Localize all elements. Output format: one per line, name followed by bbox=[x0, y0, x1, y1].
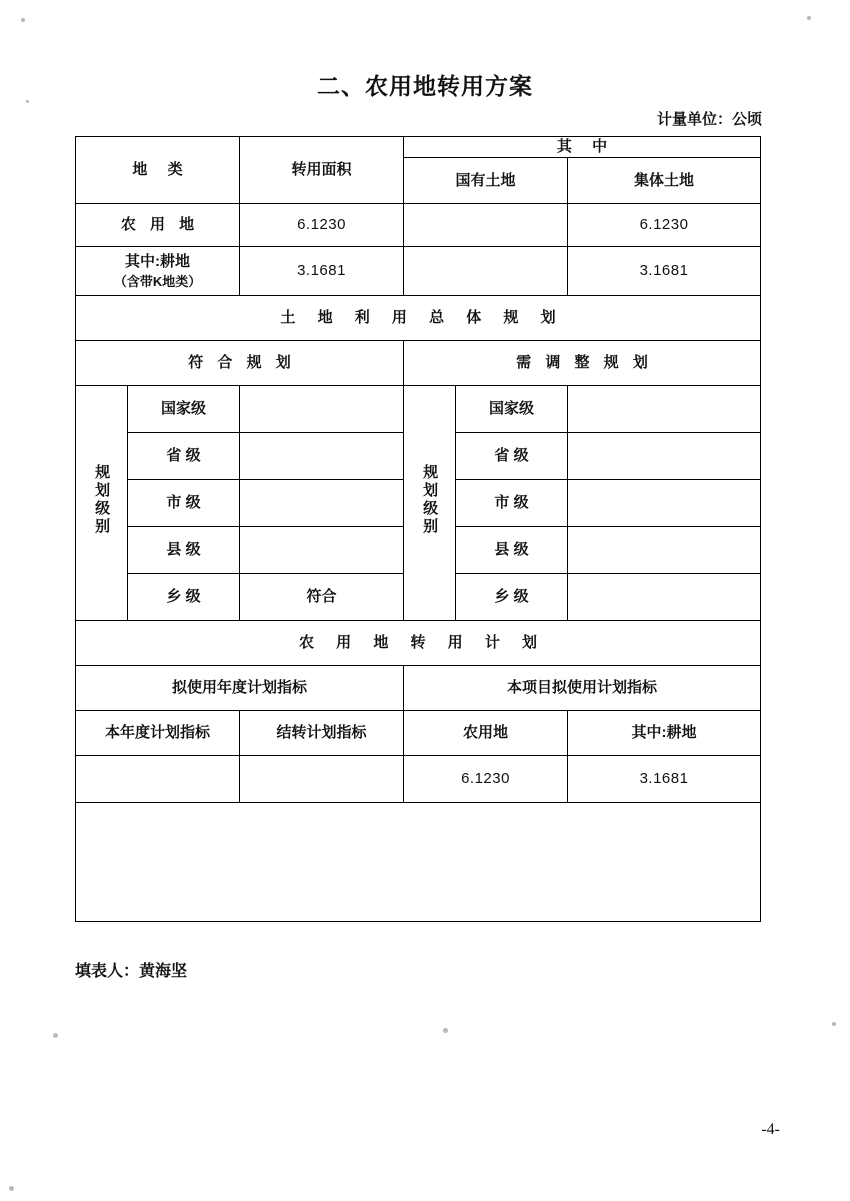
plan-level-township-left: 乡 级 bbox=[128, 574, 240, 621]
plan-level-province-left: 省 级 bbox=[128, 433, 240, 480]
label-plan-level-left-text: 规划级别 bbox=[93, 464, 111, 537]
notes-blank-cell bbox=[76, 803, 761, 922]
plan-level-county-left: 县 级 bbox=[128, 527, 240, 574]
page-title: 二、农用地转用方案 bbox=[317, 73, 533, 99]
band-conversion-plan: 农 用 地 转 用 计 划 bbox=[76, 621, 761, 666]
label-plan-level-left bbox=[76, 386, 128, 621]
quota-subheader-row bbox=[76, 711, 761, 756]
header-current-year-quota: 本年度计划指标 bbox=[76, 711, 240, 756]
scan-speck bbox=[9, 1186, 14, 1191]
header-land-type: 地 类 bbox=[76, 137, 240, 204]
header-quota-agricultural-land: 农用地 bbox=[404, 711, 568, 756]
value-adjust-township bbox=[568, 574, 761, 621]
plan-level-province-right: 省 级 bbox=[456, 433, 568, 480]
table-row bbox=[76, 247, 761, 296]
label-plan-level-right bbox=[404, 386, 456, 621]
plan-level-national-left: 国家级 bbox=[128, 386, 240, 433]
scan-speck bbox=[832, 1022, 836, 1026]
scan-speck bbox=[53, 1033, 58, 1038]
agricultural-land-conversion-table bbox=[75, 136, 761, 922]
value-conforms-city bbox=[240, 480, 404, 527]
cell-agricultural-land-collective: 6.1230 bbox=[568, 204, 761, 247]
scan-speck bbox=[807, 16, 811, 20]
section-band-row bbox=[76, 296, 761, 341]
value-conforms-national bbox=[240, 386, 404, 433]
cell-agricultural-land-area: 6.1230 bbox=[240, 204, 404, 247]
header-quota-farmland: 其中:耕地 bbox=[568, 711, 761, 756]
header-converted-area: 转用面积 bbox=[240, 137, 404, 204]
measurement-unit-note: 计量单位：公顷 bbox=[656, 111, 762, 128]
value-quota-farmland: 3.1681 bbox=[568, 756, 761, 803]
quota-value-row bbox=[76, 756, 761, 803]
page-number: -4- bbox=[761, 1121, 780, 1138]
label-plan-level-right-text: 规划级别 bbox=[421, 464, 439, 537]
plan-level-city-left: 市 级 bbox=[128, 480, 240, 527]
band-overall-land-use-plan: 土 地 利 用 总 体 规 划 bbox=[76, 296, 761, 341]
value-conforms-township: 符合 bbox=[240, 574, 404, 621]
plan-level-city-right: 市 级 bbox=[456, 480, 568, 527]
header-carryover-quota: 结转计划指标 bbox=[240, 711, 404, 756]
header-needs-plan-adjustment: 需 调 整 规 划 bbox=[404, 341, 761, 386]
value-conforms-province bbox=[240, 433, 404, 480]
cell-farmland-collective: 3.1681 bbox=[568, 247, 761, 296]
table-header-row bbox=[76, 137, 761, 158]
form-filler-label: 填表人：黄海坚 bbox=[75, 963, 188, 980]
scan-speck bbox=[21, 18, 25, 22]
header-collective-land: 集体土地 bbox=[568, 158, 761, 204]
plan-level-township-right: 乡 级 bbox=[456, 574, 568, 621]
value-conforms-county bbox=[240, 527, 404, 574]
plan-level-row bbox=[76, 386, 761, 433]
value-adjust-national bbox=[568, 386, 761, 433]
row-label-agricultural-land: 农 用 地 bbox=[76, 204, 240, 247]
plan-level-national-right: 国家级 bbox=[456, 386, 568, 433]
value-current-year-quota bbox=[76, 756, 240, 803]
row-label-farmland-line1: 其中:耕地 bbox=[125, 253, 190, 271]
cell-farmland-state-owned bbox=[404, 247, 568, 296]
plan-level-county-right: 县 级 bbox=[456, 527, 568, 574]
header-project-intended-quota: 本项目拟使用计划指标 bbox=[404, 666, 761, 711]
table-row bbox=[76, 204, 761, 247]
cell-agricultural-land-state-owned bbox=[404, 204, 568, 247]
value-adjust-province bbox=[568, 433, 761, 480]
value-adjust-county bbox=[568, 527, 761, 574]
plan-subheader-row bbox=[76, 341, 761, 386]
header-intended-annual-quota: 拟使用年度计划指标 bbox=[76, 666, 404, 711]
section-band-row bbox=[76, 621, 761, 666]
value-quota-agricultural-land: 6.1230 bbox=[404, 756, 568, 803]
header-conforms-to-plan: 符 合 规 划 bbox=[76, 341, 404, 386]
cell-farmland-area: 3.1681 bbox=[240, 247, 404, 296]
row-label-farmland bbox=[76, 247, 240, 296]
row-label-farmland-line2: （含带K地类） bbox=[113, 273, 202, 289]
value-adjust-city bbox=[568, 480, 761, 527]
quota-header-row bbox=[76, 666, 761, 711]
value-carryover-quota bbox=[240, 756, 404, 803]
header-among-which: 其 中 bbox=[404, 137, 761, 158]
scan-speck bbox=[443, 1028, 448, 1033]
notes-blank-row bbox=[76, 803, 761, 922]
header-state-owned-land: 国有土地 bbox=[404, 158, 568, 204]
